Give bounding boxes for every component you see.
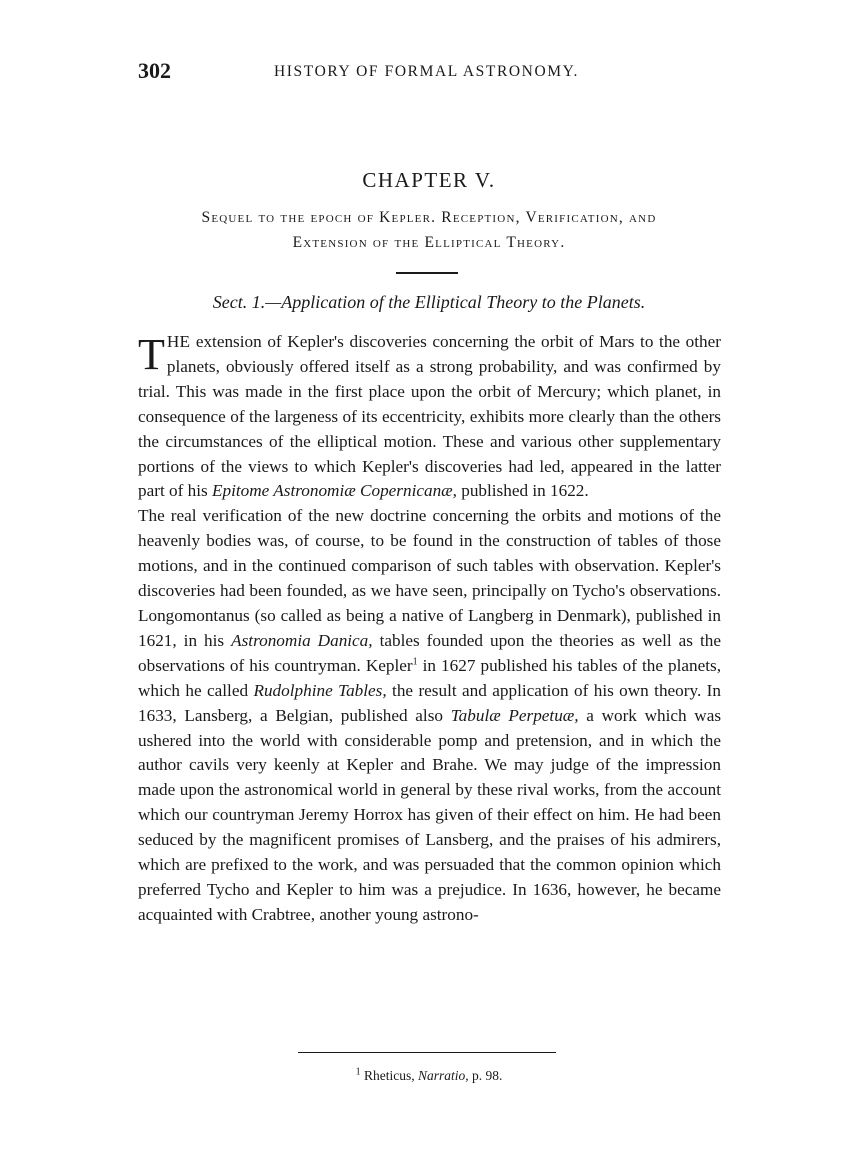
paragraph-2-text-e: a work which was ushered into the world with considerable pomp and pretension, and in which the author cavils very keenly at Kepler and Brahe. We may judge of the impression made upon the astronomical world in general by these rival works, from the account which our countryman Jeremy Horrox has given of their effect on him. He had been seduced by the magnificent promises of Lansberg, and the praises of his admirers, which are prefixed to the work, and was persuaded that the common opinion which preferred Tycho and Kepler to him was a prejudice. In 1636, however, he became acquainted with Crabtree, another young astrono- (138, 705, 722, 924)
footnote-reference: 1 (412, 656, 418, 668)
section-heading: Sect. 1.—Application of the Elliptical Theory to the Planets. (212, 292, 646, 312)
paragraph-1-text-b: published in 1622. (456, 481, 589, 501)
section-label: Sect. 1. (212, 292, 266, 312)
paragraph-1-text-a: extension of Kepler's discoveries concerning the orbit of Mars to the other planets, obviously offered itself as a strong probability, and was confirmed by trial. This was made in the first place upon the orbit of Mercury; which planet, in consequence of the largeness of its eccentricity, exhibits more clearly than the others the circumstances of the elliptical motion. These and various other supplementary portions of the views to which Kepler's discoveries had led, appeared in the latter part of his (138, 332, 721, 501)
footnote (138, 1068, 720, 1084)
section-title: Application of the Elliptical Theory to the Planets. (281, 292, 646, 312)
paragraph-2-text-a: The real verification of the new doctrine concerning the orbits and motions of the heavenly bodies was, of course, to be found in the construction of tables of those motions, and in the continued comparison of such tables with observation. Kepler's discoveries had been founded, as we have seen, principally on Tycho's observations. Longomontanus (so called as being a native of Langberg in Denmark), published in 1621, in his (138, 506, 721, 650)
paragraph-2 (138, 504, 721, 927)
title-astronomia-danica: Astronomia Danica, (231, 630, 373, 650)
body-text (138, 330, 721, 928)
title-epitome: Epitome Astronomiæ Copernicanæ, (212, 481, 457, 501)
paragraph-1 (138, 330, 721, 504)
drop-cap: T (138, 330, 165, 379)
paragraph-2-text-d: the result and application of his own theory. In 1633, Lansberg, a Belgian, published also (138, 680, 721, 725)
chapter-title: CHAPTER V. (362, 168, 496, 192)
footnote-title: Narratio, (417, 1068, 469, 1083)
running-title: HISTORY OF FORMAL ASTRONOMY. (274, 63, 579, 80)
chapter-subtitle-line-1: Sequel to the epoch of Kepler. Reception, Verification, and (201, 209, 657, 226)
chapter-subtitle-line-2: Extension of the Elliptical Theory. (292, 234, 566, 251)
footnote-divider (298, 1052, 556, 1053)
title-rudolphine-tables: Rudolphine Tables, (253, 680, 387, 700)
title-tabulae-perpetuae: Tabulæ Perpetuæ, (450, 705, 579, 725)
footnote-text-b: p. 98. (468, 1068, 503, 1083)
footnote-mark: 1 (355, 1066, 361, 1078)
chapter-divider (396, 272, 458, 274)
page-number: 302 (138, 58, 171, 83)
footnote-text-a: Rheticus, (360, 1068, 418, 1083)
running-head (138, 58, 720, 88)
chapter-subtitle (138, 205, 720, 255)
drop-cap-continuation: HE (166, 332, 191, 351)
paragraph-2-text-b: tables founded upon the theories as well as the observations of his countryman. Kepler (138, 630, 721, 675)
paragraph-2-text-c: in 1627 published his tables of the planets, which he called (138, 655, 721, 700)
